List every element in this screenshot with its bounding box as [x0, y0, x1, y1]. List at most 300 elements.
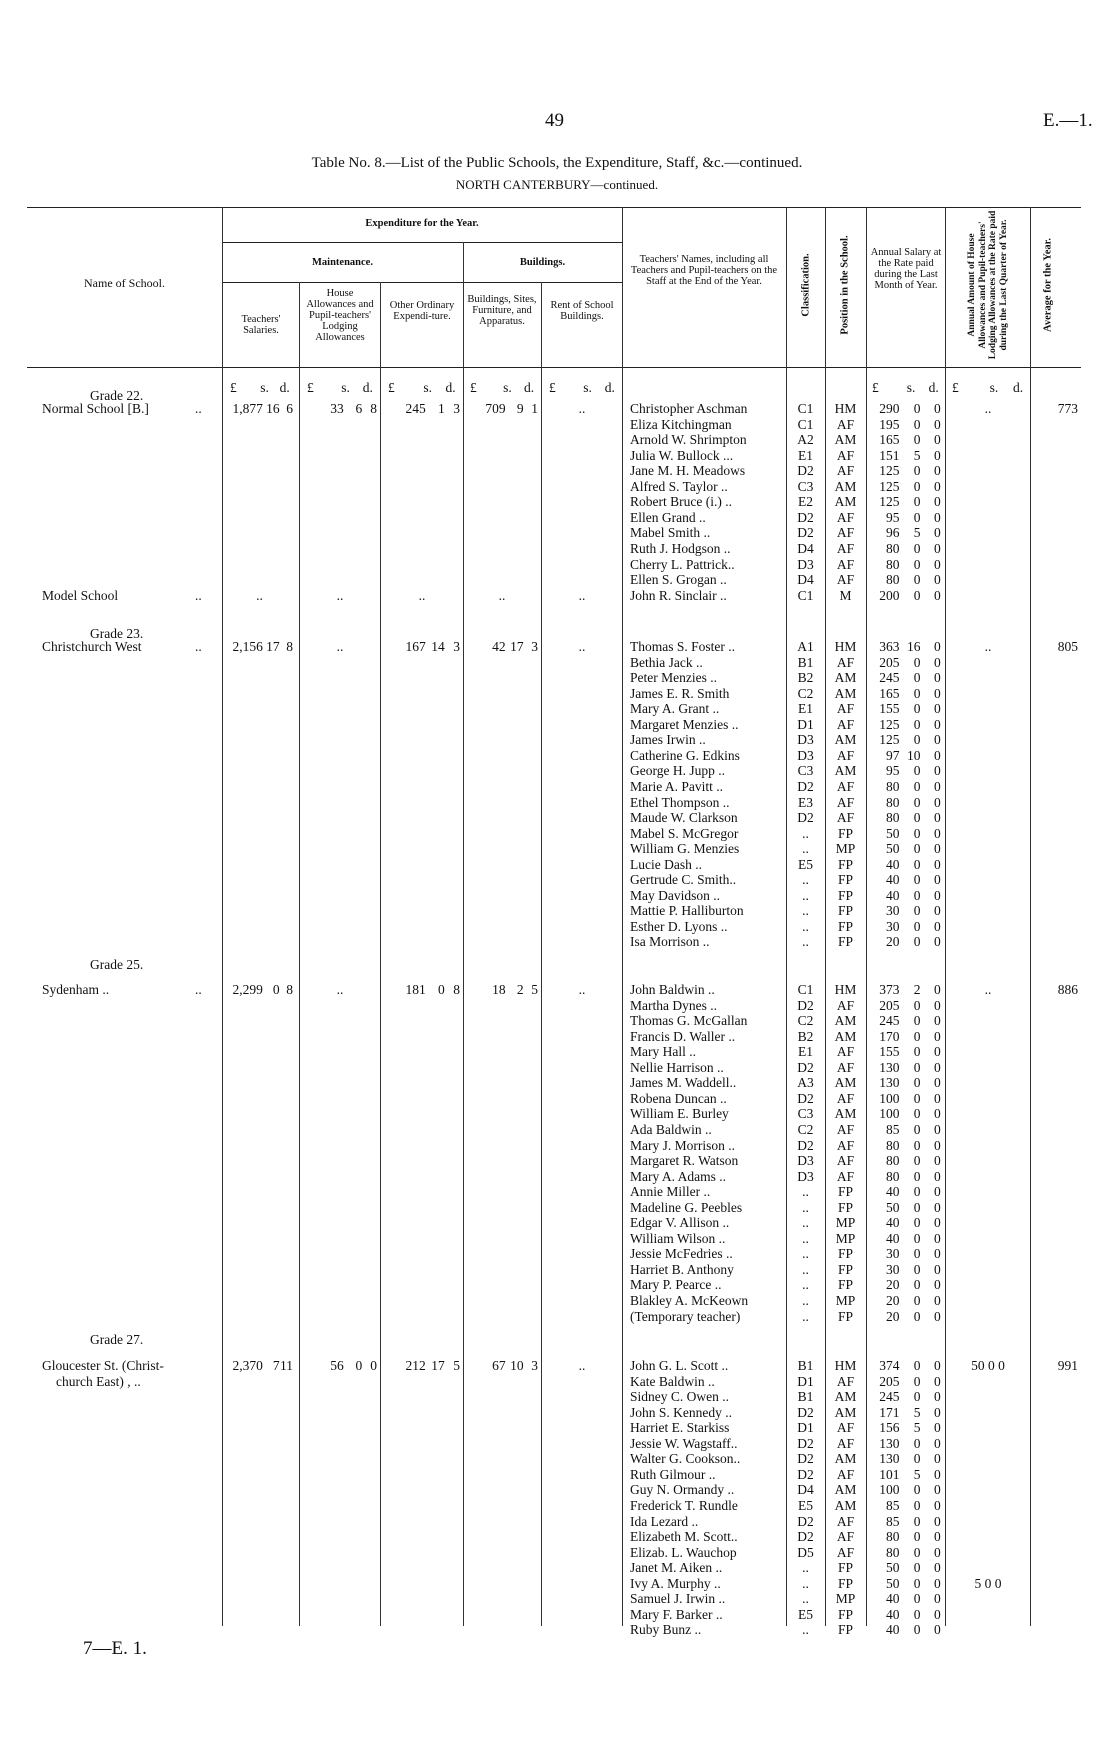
teacher-name: Harriet B. Anthony [630, 1261, 734, 1277]
teacher-position: FP [837, 856, 854, 872]
average-attendance: 991 [1057, 1358, 1078, 1373]
teacher-name: Bethia Jack .. [630, 654, 703, 670]
teacher-position: AF [836, 1059, 855, 1075]
average-attendance: 773 [1057, 401, 1078, 416]
other-ordinary-shillings: 1 [438, 401, 445, 416]
teacher-name: Ethel Thompson .. [630, 794, 730, 810]
teacher-name: Ada Baldwin .. [630, 1121, 712, 1137]
salary-pence: 0 [934, 1137, 941, 1153]
salary-pence: 0 [934, 588, 941, 603]
teacher-position: AF [836, 1044, 855, 1060]
rent-value: .. [578, 982, 586, 997]
salary-pounds: 245 [879, 1013, 900, 1029]
salary-shillings: 5 [913, 1466, 921, 1482]
salary-pounds: 85 [886, 1513, 900, 1529]
salary-shillings: 0 [913, 572, 921, 588]
other-ordinary-shillings: 14 [431, 639, 445, 654]
rent-value: .. [578, 639, 586, 654]
teacher-classification: E5 [798, 856, 813, 872]
teacher-position: AM [834, 1013, 857, 1029]
teacher-position: AM [834, 494, 857, 510]
header-classification: Classification. [800, 253, 812, 317]
teacher-classification: D2 [797, 1090, 814, 1106]
salary-shillings: 0 [913, 401, 921, 416]
lsd-pound-sign: £ [952, 380, 959, 395]
header-house-allowances: House Allowances and Pupil-teachers' Lodging Allowances [306, 288, 374, 343]
teacher-position: AM [834, 1404, 857, 1420]
salary-pounds: 80 [886, 1529, 900, 1545]
salary-pounds: 200 [879, 588, 900, 603]
salary-pounds: 205 [879, 654, 900, 670]
teacher-name: John S. Kennedy .. [630, 1404, 732, 1420]
teacher-position: FP [837, 918, 854, 934]
page-footer: 7—E. 1. [83, 1638, 147, 1659]
teacher-position: AF [836, 509, 855, 525]
teacher-name: Ida Lezard .. [630, 1513, 699, 1529]
salary-pence: 0 [934, 1358, 941, 1373]
header-other-ordinary: Other Ordinary Expendi-ture. [389, 300, 455, 322]
salary-pounds: 85 [886, 1497, 900, 1513]
teachers-salaries-pence: 6 [286, 401, 293, 416]
salary-pounds: 95 [886, 763, 900, 779]
teacher-classification: D2 [797, 1404, 814, 1420]
teacher-name: William Wilson .. [630, 1230, 726, 1246]
salary-shillings: 0 [913, 540, 921, 556]
teacher-position: AF [836, 1090, 855, 1106]
header-buildings: Buildings. [519, 257, 566, 268]
salary-pounds: 100 [879, 1106, 900, 1122]
salary-shillings: 5 [913, 1420, 921, 1436]
salary-pounds: 40 [886, 887, 900, 903]
teacher-position: AM [834, 1482, 857, 1498]
salary-pounds: 40 [886, 1215, 900, 1231]
salary-pounds: 125 [879, 463, 900, 479]
teacher-position: AF [836, 1513, 855, 1529]
teacher-position: FP [837, 934, 854, 950]
teacher-classification: .. [802, 1591, 809, 1607]
teacher-name: William E. Burley [630, 1106, 729, 1122]
teacher-name: John G. L. Scott .. [630, 1358, 729, 1373]
salary-pounds: 245 [879, 670, 900, 686]
salary-pence: 0 [934, 1293, 941, 1308]
teacher-classification: A2 [797, 432, 814, 448]
teacher-position: AM [834, 1028, 857, 1044]
teacher-position: FP [837, 1246, 854, 1262]
teachers-salaries-pence: 8 [286, 982, 293, 997]
teacher-position: AF [836, 463, 855, 479]
teacher-classification: .. [802, 1215, 809, 1231]
teacher-classification: .. [802, 1184, 809, 1200]
teacher-classification: C3 [797, 763, 814, 779]
other-ordinary-pounds: 245 [405, 401, 426, 416]
salary-pounds: 130 [879, 1451, 900, 1467]
header-maintenance: Maintenance. [312, 257, 373, 268]
teacher-classification: .. [802, 887, 809, 903]
teacher-name: Mattie P. Halliburton [630, 903, 744, 919]
header-average: Average for the Year. [1042, 238, 1054, 332]
salary-pence: 0 [934, 1090, 941, 1106]
lsd-shillings: s. [423, 380, 432, 395]
salary-shillings: 0 [913, 1435, 921, 1451]
school-name-leader: .. [195, 401, 202, 416]
salary-pence: 0 [934, 872, 941, 888]
buildings-pounds: 709 [485, 401, 506, 416]
lsd-pound-sign: £ [230, 380, 237, 395]
salary-pence: 0 [934, 1184, 941, 1200]
other-ordinary-pence: 5 [453, 1358, 460, 1373]
salary-pounds: 170 [879, 1028, 900, 1044]
salary-pence: 0 [934, 1451, 941, 1467]
teacher-name: Mary Hall .. [630, 1044, 696, 1060]
teacher-name: Nellie Harrison .. [630, 1059, 724, 1075]
teacher-position: AF [836, 447, 855, 463]
teacher-name: James E. R. Smith [630, 685, 730, 701]
teachers-salaries-pence: 8 [286, 639, 293, 654]
salary-shillings: 0 [913, 1199, 921, 1215]
teacher-name: William G. Menzies [630, 841, 740, 857]
teacher-name: Cherry L. Pattrick.. [630, 556, 735, 572]
salary-shillings: 0 [913, 1373, 921, 1389]
salary-pence: 0 [934, 1075, 941, 1091]
salary-pounds: 20 [886, 1293, 900, 1308]
teacher-name: Mary F. Barker .. [630, 1606, 723, 1622]
teacher-classification: D2 [797, 1451, 814, 1467]
teacher-name: Francis D. Waller .. [630, 1028, 736, 1044]
salary-shillings: 0 [913, 1153, 921, 1169]
teacher-position: AF [836, 997, 855, 1013]
school-name: Normal School [B.] [42, 401, 149, 416]
grade-label: Grade 27. [90, 1332, 144, 1347]
teachers-salaries-pounds: 2,370 [232, 1358, 263, 1373]
teacher-classification: B1 [797, 1389, 814, 1405]
salary-pence: 0 [934, 1622, 941, 1638]
lsd-pence: d. [362, 380, 373, 395]
teacher-name: Madeline G. Peebles [630, 1199, 743, 1215]
teacher-position: AM [834, 670, 857, 686]
salary-pence: 0 [934, 654, 941, 670]
teacher-classification: .. [802, 1277, 809, 1293]
teacher-classification: .. [802, 1199, 809, 1215]
salary-pence: 0 [934, 1404, 941, 1420]
lsd-shillings: s. [503, 380, 512, 395]
teacher-classification: D3 [797, 1153, 814, 1169]
teacher-classification: B2 [797, 670, 814, 686]
buildings-pence: 5 [531, 982, 538, 997]
teacher-classification: .. [802, 1622, 809, 1638]
school-name-continued: church East) , .. [56, 1373, 141, 1389]
teacher-position: AM [834, 1497, 857, 1513]
buildings-shillings: 9 [516, 401, 524, 416]
salary-pence: 0 [934, 934, 941, 950]
salary-pence: 0 [934, 732, 941, 748]
salary-pence: 0 [934, 685, 941, 701]
lsd-pence: d. [928, 380, 939, 395]
teacher-name: Mary J. Morrison .. [630, 1137, 735, 1153]
teacher-classification: D2 [797, 1466, 814, 1482]
salary-shillings: 0 [913, 416, 921, 432]
salary-pounds: 80 [886, 1168, 900, 1184]
salary-pence: 0 [934, 825, 941, 841]
teacher-classification: C2 [797, 1121, 814, 1137]
salary-shillings: 0 [913, 1075, 921, 1091]
teacher-name: Mary P. Pearce .. [630, 1277, 722, 1293]
salary-pounds: 171 [879, 1404, 900, 1420]
annual-allowance-value: 50 0 0 [971, 1358, 1005, 1373]
salary-pounds: 155 [879, 701, 900, 717]
salary-pounds: 80 [886, 540, 900, 556]
teacher-classification: D2 [797, 778, 814, 794]
teacher-position: HM [834, 1358, 857, 1373]
salary-shillings: 0 [913, 1168, 921, 1184]
teacher-classification: D2 [797, 509, 814, 525]
salary-pounds: 50 [886, 825, 900, 841]
teacher-name: Jessie McFedries .. [630, 1246, 733, 1262]
teacher-classification: E5 [798, 1497, 813, 1513]
salary-pence: 0 [934, 794, 941, 810]
salary-pence: 0 [934, 982, 941, 997]
lsd-shillings: s. [341, 380, 350, 395]
teacher-position: AF [836, 1466, 855, 1482]
salary-pounds: 155 [879, 1044, 900, 1060]
teacher-classification: E1 [798, 1044, 813, 1060]
salary-pounds: 20 [886, 934, 900, 950]
other-ordinary-pounds: 181 [405, 982, 426, 997]
salary-pounds: 85 [886, 1121, 900, 1137]
salary-pence: 0 [934, 478, 941, 494]
salary-pence: 0 [934, 1230, 941, 1246]
salary-pence: 0 [934, 903, 941, 919]
lsd-pound-sign: £ [549, 380, 556, 395]
salary-pounds: 30 [886, 903, 900, 919]
buildings-value: .. [498, 588, 506, 603]
teacher-position: AF [836, 778, 855, 794]
teacher-position: HM [834, 639, 857, 654]
teacher-position: FP [837, 1622, 854, 1638]
teacher-classification: D2 [797, 1059, 814, 1075]
teacher-position: AF [836, 1121, 855, 1137]
teachers-salaries-value: .. [256, 588, 263, 603]
teacher-position: FP [837, 1261, 854, 1277]
teachers-salaries-pounds: 2,156 [232, 639, 263, 654]
salary-pence: 0 [934, 997, 941, 1013]
teacher-classification: .. [802, 1230, 809, 1246]
salary-shillings: 0 [913, 1497, 921, 1513]
salary-shillings: 0 [913, 1451, 921, 1467]
salary-shillings: 0 [913, 872, 921, 888]
teacher-position: HM [834, 982, 857, 997]
salary-pence: 0 [934, 1277, 941, 1293]
salary-pounds: 195 [879, 416, 900, 432]
teacher-classification: C1 [797, 982, 814, 997]
salary-pence: 0 [934, 1575, 941, 1591]
salary-shillings: 0 [913, 478, 921, 494]
house-allowances-shillings: 6 [355, 401, 363, 416]
salary-pounds: 80 [886, 1544, 900, 1560]
teacher-classification: E2 [798, 494, 813, 510]
teacher-name: Jessie W. Wagstaff.. [630, 1435, 738, 1451]
teacher-classification: D2 [797, 1529, 814, 1545]
salary-pence: 0 [934, 556, 941, 572]
teacher-classification: .. [802, 1560, 809, 1576]
salary-pence: 0 [934, 639, 941, 654]
teacher-classification: D2 [797, 1513, 814, 1529]
teacher-name: Guy N. Ormandy .. [630, 1482, 735, 1498]
salary-pounds: 20 [886, 1277, 900, 1293]
other-ordinary-pence: 3 [453, 639, 460, 654]
teacher-name: Mary A. Grant .. [630, 701, 720, 717]
teacher-name: Janet M. Aiken .. [630, 1560, 723, 1576]
teacher-classification: E3 [798, 794, 813, 810]
teacher-position: AF [836, 654, 855, 670]
salary-pence: 0 [934, 1435, 941, 1451]
teacher-classification: D2 [797, 810, 814, 826]
salary-pence: 0 [934, 1059, 941, 1075]
teacher-position: AM [834, 1075, 857, 1091]
teacher-position: AF [836, 1168, 855, 1184]
teacher-classification: C3 [797, 1106, 814, 1122]
teacher-classification: C1 [797, 588, 814, 603]
salary-pounds: 205 [879, 997, 900, 1013]
salary-shillings: 0 [913, 1622, 921, 1638]
salary-pounds: 96 [886, 525, 900, 541]
teacher-classification: E1 [798, 447, 813, 463]
salary-shillings: 0 [913, 1308, 921, 1324]
salary-shillings: 0 [913, 1529, 921, 1545]
other-ordinary-pence: 3 [453, 401, 460, 416]
header-teachers-names: Teachers' Names, including all Teachers and Pupil-teachers on the Staff at the End of the Year. [630, 254, 778, 287]
teacher-position: MP [835, 841, 856, 857]
salary-pounds: 50 [886, 1560, 900, 1576]
salary-pence: 0 [934, 1560, 941, 1576]
teacher-position: AF [836, 1420, 855, 1436]
teacher-name: Margaret Menzies .. [630, 716, 739, 732]
grade-label: Grade 22. [90, 388, 144, 403]
salary-pence: 0 [934, 494, 941, 510]
lsd-pound-sign: £ [307, 380, 314, 395]
salary-pounds: 130 [879, 1059, 900, 1075]
salary-pounds: 130 [879, 1075, 900, 1091]
teacher-position: FP [837, 1575, 854, 1591]
teacher-classification: D5 [797, 1544, 814, 1560]
teacher-classification: D2 [797, 525, 814, 541]
lsd-pence: d. [1012, 380, 1024, 395]
salary-shillings: 0 [913, 494, 921, 510]
salary-pence: 0 [934, 572, 941, 588]
rent-value: .. [578, 1358, 586, 1373]
other-ordinary-shillings: 0 [438, 982, 445, 997]
teacher-name: Julia W. Bullock ... [630, 447, 734, 463]
salary-pounds: 165 [879, 685, 900, 701]
salary-pence: 0 [934, 1373, 941, 1389]
teacher-name: Kate Baldwin .. [630, 1373, 715, 1389]
teacher-name: Sidney C. Owen .. [630, 1389, 729, 1405]
teacher-classification: C1 [797, 416, 814, 432]
salary-pence: 0 [934, 1261, 941, 1277]
salary-pounds: 80 [886, 794, 900, 810]
salary-shillings: 0 [913, 1013, 921, 1029]
teacher-name: Robena Duncan .. [630, 1090, 727, 1106]
teacher-name: Edgar V. Allison .. [630, 1215, 730, 1231]
teacher-position: AF [836, 1435, 855, 1451]
teacher-name: Ruth Gilmour .. [630, 1466, 716, 1482]
teacher-classification: D3 [797, 556, 814, 572]
salary-pence: 0 [934, 1153, 941, 1169]
salary-shillings: 0 [913, 1358, 921, 1373]
buildings-pounds: 42 [492, 639, 506, 654]
teacher-position: FP [837, 1560, 854, 1576]
teacher-name: Harriet E. Starkiss [630, 1420, 730, 1436]
teacher-position: FP [837, 1606, 854, 1622]
average-attendance: 805 [1057, 639, 1078, 654]
salary-pounds: 125 [879, 478, 900, 494]
teacher-position: M [839, 588, 852, 603]
teacher-classification: D4 [797, 540, 814, 556]
teacher-classification: .. [802, 872, 809, 888]
salary-pounds: 165 [879, 432, 900, 448]
teacher-position: FP [837, 1184, 854, 1200]
teacher-position: AF [836, 794, 855, 810]
table-subtitle: NORTH CANTERBURY—continued. [455, 177, 659, 192]
salary-pence: 0 [934, 1106, 941, 1122]
header-buildings-sites: Buildings, Sites, Furniture, and Apparatus. [467, 294, 537, 327]
teacher-position: AM [834, 1451, 857, 1467]
teacher-position: AM [834, 478, 857, 494]
salary-shillings: 0 [913, 1028, 921, 1044]
salary-pounds: 245 [879, 1389, 900, 1405]
salary-pence: 0 [934, 1529, 941, 1545]
header-teachers-salaries: Teachers' Salaries. [241, 314, 281, 336]
teacher-position: HM [834, 401, 857, 416]
salary-pence: 0 [934, 447, 941, 463]
salary-pence: 0 [934, 810, 941, 826]
teacher-classification: E1 [798, 701, 813, 717]
buildings-pence: 3 [531, 1358, 538, 1373]
salary-shillings: 0 [913, 1246, 921, 1262]
teacher-name: Walter G. Cookson.. [630, 1451, 741, 1467]
teacher-name: Lucie Dash .. [630, 856, 702, 872]
teacher-name: Ivy A. Murphy .. [630, 1575, 721, 1591]
teacher-name: James M. Waddell.. [630, 1075, 737, 1091]
salary-pounds: 40 [886, 1230, 900, 1246]
lsd-shillings: s. [989, 380, 999, 395]
salary-pence: 0 [934, 1028, 941, 1044]
teacher-position: FP [837, 887, 854, 903]
salary-shillings: 0 [913, 1137, 921, 1153]
teacher-position: AF [836, 810, 855, 826]
teacher-name: Jane M. H. Meadows [630, 463, 746, 479]
annual-allowance-value: .. [984, 982, 992, 997]
salary-pounds: 40 [886, 872, 900, 888]
teacher-name: Ellen Grand .. [630, 509, 706, 525]
header-annual-salary: Annual Salary at the Rate paid during the Last Month of Year. [870, 247, 942, 291]
salary-pounds: 290 [879, 401, 900, 416]
teacher-classification: D4 [797, 1482, 814, 1498]
salary-pence: 0 [934, 1168, 941, 1184]
teacher-name: Catherine G. Edkins [630, 747, 740, 763]
salary-shillings: 0 [913, 1482, 921, 1498]
salary-pounds: 40 [886, 1622, 900, 1638]
salary-shillings: 0 [913, 887, 921, 903]
salary-pence: 0 [934, 841, 941, 857]
teacher-position: AF [836, 1544, 855, 1560]
teacher-classification: D1 [797, 716, 814, 732]
teacher-classification: .. [802, 1261, 809, 1277]
buildings-pence: 3 [531, 639, 538, 654]
lsd-pence: d. [279, 380, 290, 395]
salary-pounds: 156 [879, 1420, 900, 1436]
annual-allowance-extra: 5 0 0 [974, 1575, 1002, 1591]
teacher-name: Maude W. Clarkson [630, 810, 738, 826]
